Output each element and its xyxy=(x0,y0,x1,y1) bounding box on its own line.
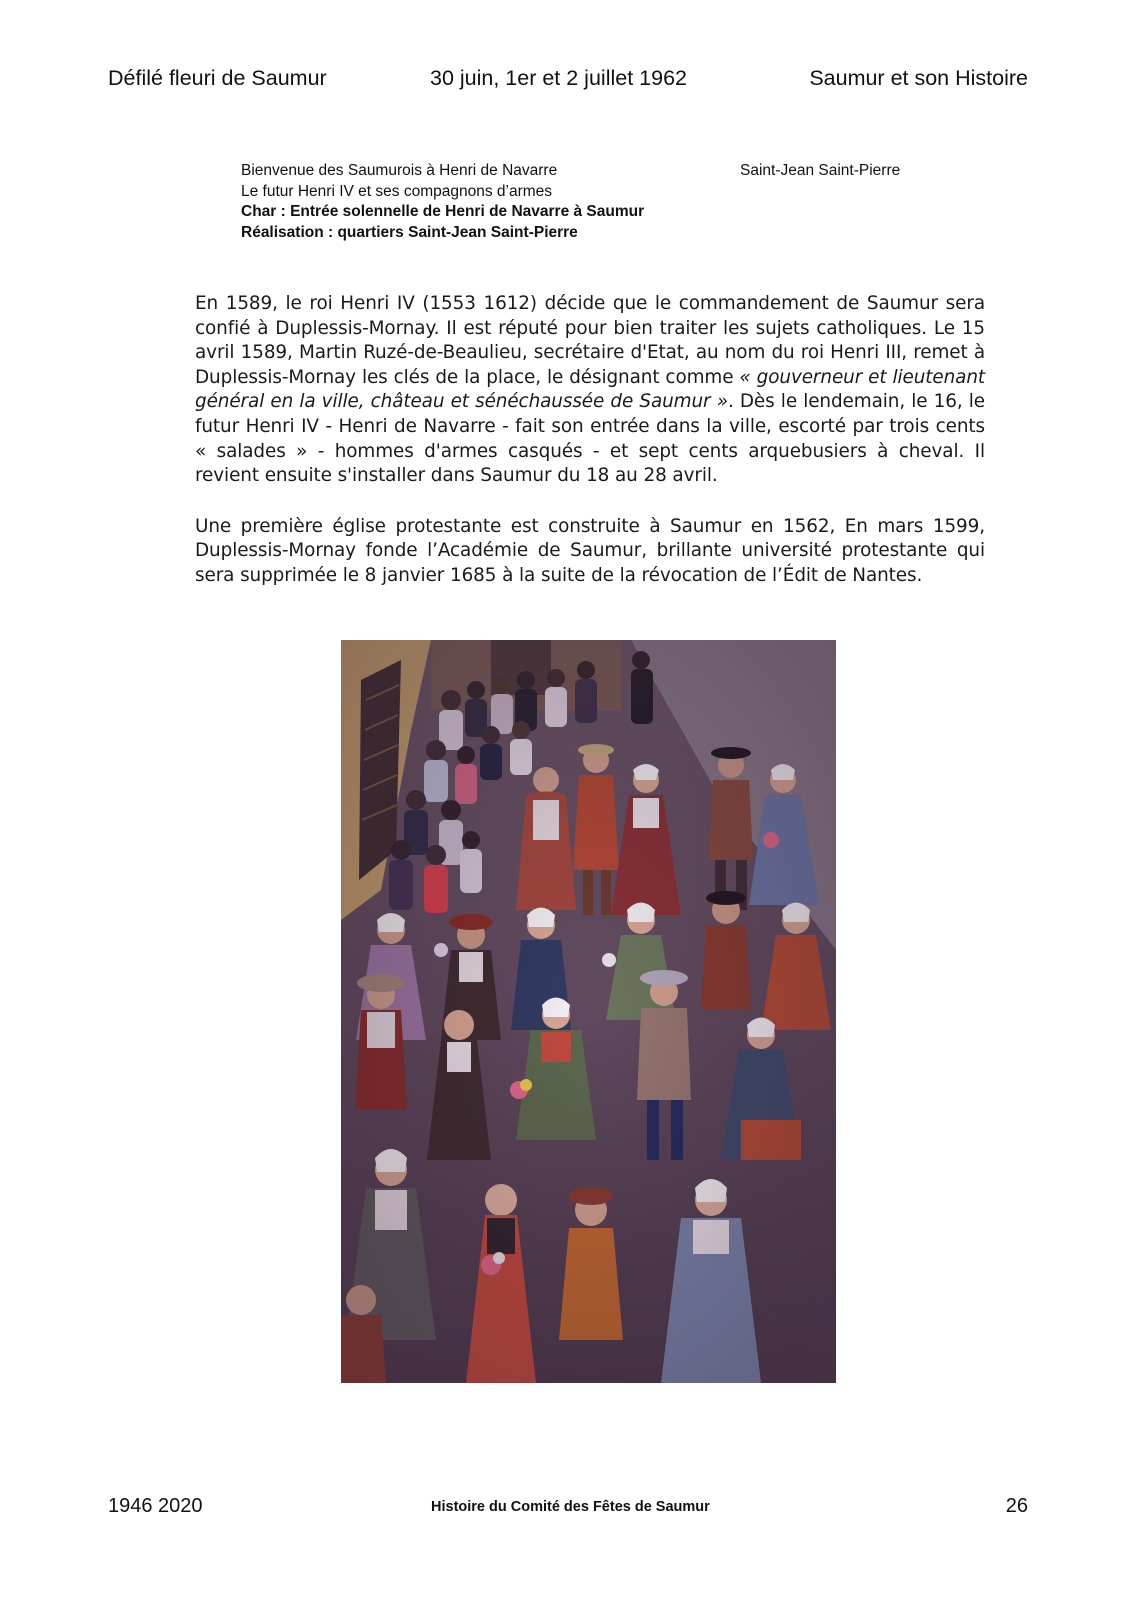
article-paragraph: Une première église protestante est construite à Saumur en 1562, En mars 1599, Duplessis-Mornay fonde l’Académie de Saumur, brillante université protestante qui sera supprimée le 8 janvier 1685 à la suite de la révocation de l’Édit de Nantes. xyxy=(195,515,985,586)
caption-line-float: Char : Entrée solennelle de Henri de Navarre à Saumur xyxy=(241,203,645,220)
page-footer xyxy=(108,1495,1028,1525)
header-event-title: Défilé fleuri de Saumur xyxy=(108,66,327,90)
paragraph-text: . Dès le lendemain, le 16, le futur Henri IV - Henri de Navarre - fait son entrée dans la ville, escorté par trois cents « salades » - hommes d'armes casqués - et sept cents arquebusiers à cheval. Il revient ensuite s'installer dans Saumur du 18 au 28 avril. xyxy=(195,391,985,487)
article-body xyxy=(195,292,985,615)
caption-line-companions: Le futur Henri IV et ses compagnons d’armes xyxy=(241,182,553,200)
header-event-dates: 30 juin, 1er et 2 juillet 1962 xyxy=(430,66,687,90)
parade-photo xyxy=(341,640,836,1383)
article-paragraph xyxy=(195,292,985,489)
caption-district: Saint-Jean Saint-Pierre xyxy=(740,162,901,179)
header-series-title: Saumur et son Histoire xyxy=(809,66,1028,90)
page-header xyxy=(108,66,1028,96)
caption-line-realisation: Réalisation : quartiers Saint-Jean Saint-Pierre xyxy=(241,223,578,241)
caption-line-welcome: Bienvenue des Saumurois à Henri de Navarre xyxy=(241,162,558,179)
footer-years: 1946 2020 xyxy=(108,1495,203,1517)
footer-book-title: Histoire du Comité des Fêtes de Saumur xyxy=(431,1499,710,1515)
paragraph-quote: « gouverneur et lieutenant général en la ville, château et sénéchaussée de Saumur » xyxy=(195,366,985,413)
page-number: 26 xyxy=(1005,1495,1028,1517)
paragraph-text: En 1589, le roi Henri IV (1553 1612) décide que le commandement de Saumur sera confié à Duplessis-Mornay. Il est réputé pour bien traiter les sujets catholiques. Le 15 avril 1589, Martin Ruzé-de-Beaulieu, secrétaire d'Etat, au nom du roi Henri III, remet à Duplessis-Mornay les clés de la place, le désignant comme xyxy=(195,293,985,388)
